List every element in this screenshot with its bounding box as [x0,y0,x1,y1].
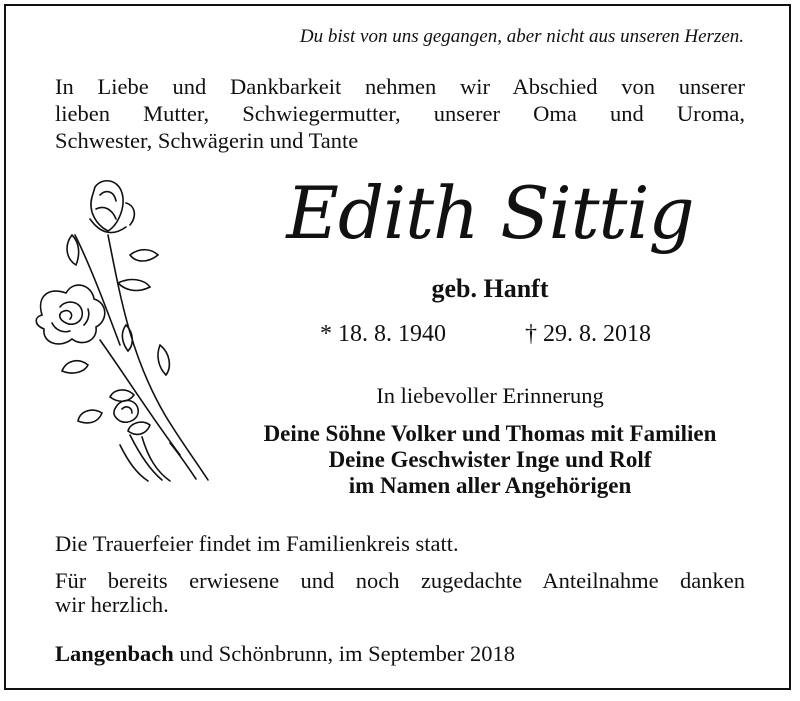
intro-line-1: In Liebe und Dankbarkeit nehmen wir Abschied von unserer [55,74,745,99]
mourner-line-1: Deine Söhne Volker und Thomas mit Familien [263,421,717,446]
deceased-name: Edith Sittig [286,171,694,255]
birth-date: * 18. 8. 1940 [320,321,446,347]
motto: Du bist von uns gegangen, aber nicht aus unseren Herzen. [299,26,744,47]
life-dates [320,321,651,348]
place-and-date [55,641,515,667]
place-town: Langenbach [55,641,174,666]
intro-line-2: lieben Mutter, Schwiegermutter, unserer Oma und Uroma, [55,101,745,126]
mourners-block [220,421,760,499]
thanks-line-1: Für bereits erwiesene und noch zugedachte Anteilnahme danken [55,568,745,593]
intro-text [55,73,745,154]
death-date: † 29. 8. 2018 [525,321,651,347]
rose-branch-icon [30,175,215,490]
thanks-line-2: wir herzlich. [55,592,169,617]
intro-line-3: Schwester, Schwägerin und Tante [55,128,359,153]
mourner-line-2: Deine Geschwister Inge und Rolf [328,447,652,472]
mourner-line-3: im Namen aller Angehörigen [348,473,632,498]
maiden-name: geb. Hanft [431,274,549,303]
place-rest: und Schönbrunn, im September 2018 [173,641,516,666]
thanks-text [55,569,745,617]
funeral-note: Die Trauerfeier findet im Familienkreis statt. [55,531,459,556]
memory-line: In liebevoller Erinnerung [376,383,604,408]
